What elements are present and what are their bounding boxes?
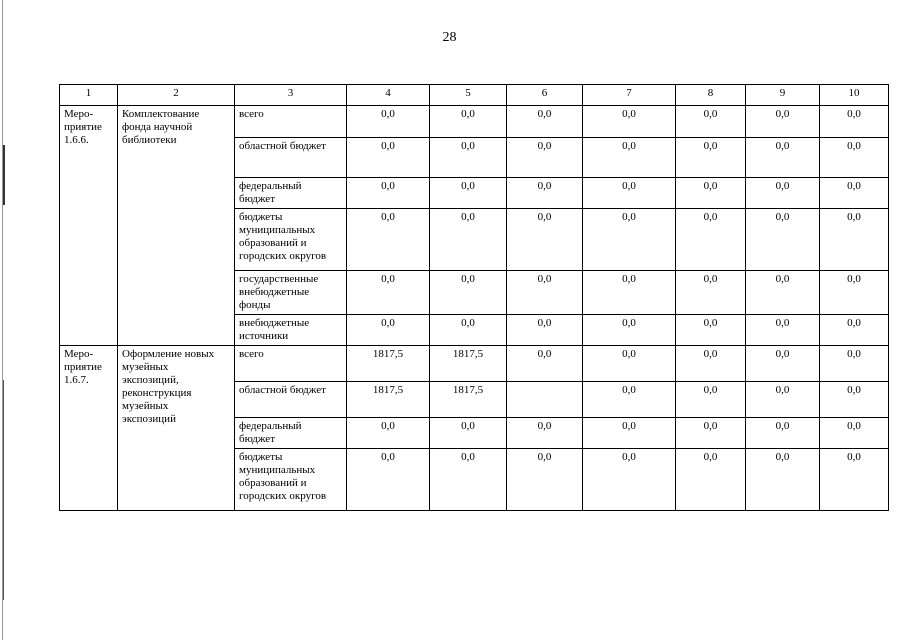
funding-source-cell: всего [235,106,347,138]
value-cell: 0,0 [746,449,820,511]
page-number: 28 [442,30,457,45]
value-cell: 0,0 [676,418,746,449]
value-cell: 0,0 [820,449,889,511]
value-cell: 0,0 [347,178,430,209]
value-cell [507,382,583,418]
value-cell: 0,0 [430,209,507,271]
table-row [60,106,889,138]
event-id-cell: Меро- приятие 1.6.7. [60,346,118,511]
value-cell: 0,0 [820,178,889,209]
value-cell: 0,0 [583,315,676,346]
event-id-cell: Меро- приятие 1.6.6. [60,106,118,346]
value-cell: 0,0 [676,449,746,511]
column-header: 1 [60,85,118,106]
value-cell: 0,0 [583,449,676,511]
table-body [60,85,889,511]
event-name-cell: Комплектование фонда научной библиотеки [118,106,235,346]
value-cell: 0,0 [583,106,676,138]
value-cell: 0,0 [583,209,676,271]
value-cell: 0,0 [430,418,507,449]
value-cell: 0,0 [676,209,746,271]
column-header: 3 [235,85,347,106]
value-cell: 0,0 [746,106,820,138]
scan-edge-mark [3,380,4,600]
funding-source-cell: всего [235,346,347,382]
value-cell: 0,0 [430,106,507,138]
funding-source-cell: внебюджетные источники [235,315,347,346]
value-cell: 0,0 [430,138,507,178]
value-cell: 0,0 [347,138,430,178]
value-cell: 0,0 [820,346,889,382]
column-header: 8 [676,85,746,106]
value-cell: 0,0 [583,178,676,209]
funding-source-cell: федеральный бюджет [235,178,347,209]
value-cell: 0,0 [583,346,676,382]
value-cell: 0,0 [430,178,507,209]
value-cell: 0,0 [676,271,746,315]
value-cell: 0,0 [347,418,430,449]
column-header: 10 [820,85,889,106]
value-cell: 0,0 [507,315,583,346]
value-cell: 0,0 [820,315,889,346]
value-cell: 0,0 [583,418,676,449]
value-cell: 0,0 [746,418,820,449]
value-cell: 0,0 [507,271,583,315]
value-cell: 0,0 [820,418,889,449]
value-cell: 0,0 [583,138,676,178]
value-cell: 0,0 [347,271,430,315]
funding-source-cell: бюджеты муниципальных образований и городских округов [235,449,347,511]
budget-table [59,84,889,511]
column-header: 5 [430,85,507,106]
value-cell: 0,0 [347,449,430,511]
value-cell: 0,0 [507,346,583,382]
value-cell: 0,0 [347,315,430,346]
value-cell: 0,0 [746,315,820,346]
value-cell: 0,0 [430,449,507,511]
value-cell: 0,0 [583,382,676,418]
value-cell: 0,0 [820,106,889,138]
value-cell: 0,0 [746,271,820,315]
column-header: 4 [347,85,430,106]
scan-edge-mark [3,145,5,205]
funding-source-cell: областной бюджет [235,138,347,178]
value-cell: 0,0 [746,346,820,382]
value-cell: 0,0 [347,209,430,271]
value-cell: 0,0 [676,315,746,346]
funding-source-cell: федеральный бюджет [235,418,347,449]
event-name-cell: Оформление новых музейных экспозиций, реконструкция музейных экспозиций [118,346,235,511]
value-cell: 0,0 [507,449,583,511]
column-header: 2 [118,85,235,106]
column-header: 6 [507,85,583,106]
value-cell: 0,0 [746,382,820,418]
value-cell: 0,0 [507,209,583,271]
funding-source-cell: государственные внебюджетные фонды [235,271,347,315]
value-cell: 1817,5 [347,346,430,382]
value-cell: 0,0 [507,178,583,209]
value-cell: 0,0 [430,315,507,346]
value-cell: 0,0 [430,271,507,315]
value-cell: 0,0 [820,209,889,271]
funding-source-cell: областной бюджет [235,382,347,418]
value-cell: 0,0 [746,178,820,209]
value-cell: 0,0 [746,209,820,271]
value-cell: 0,0 [347,106,430,138]
value-cell: 0,0 [746,138,820,178]
column-header: 7 [583,85,676,106]
value-cell: 0,0 [820,382,889,418]
value-cell: 1817,5 [430,346,507,382]
funding-source-cell: бюджеты муниципальных образований и городских округов [235,209,347,271]
header-row [60,85,889,106]
value-cell: 0,0 [583,271,676,315]
value-cell: 0,0 [820,271,889,315]
value-cell: 1817,5 [347,382,430,418]
column-header: 9 [746,85,820,106]
value-cell: 0,0 [820,138,889,178]
value-cell: 0,0 [507,106,583,138]
value-cell: 0,0 [676,106,746,138]
value-cell: 0,0 [507,418,583,449]
value-cell: 0,0 [507,138,583,178]
value-cell: 0,0 [676,346,746,382]
value-cell: 0,0 [676,178,746,209]
value-cell: 1817,5 [430,382,507,418]
value-cell: 0,0 [676,138,746,178]
table-row [60,346,889,382]
value-cell: 0,0 [676,382,746,418]
